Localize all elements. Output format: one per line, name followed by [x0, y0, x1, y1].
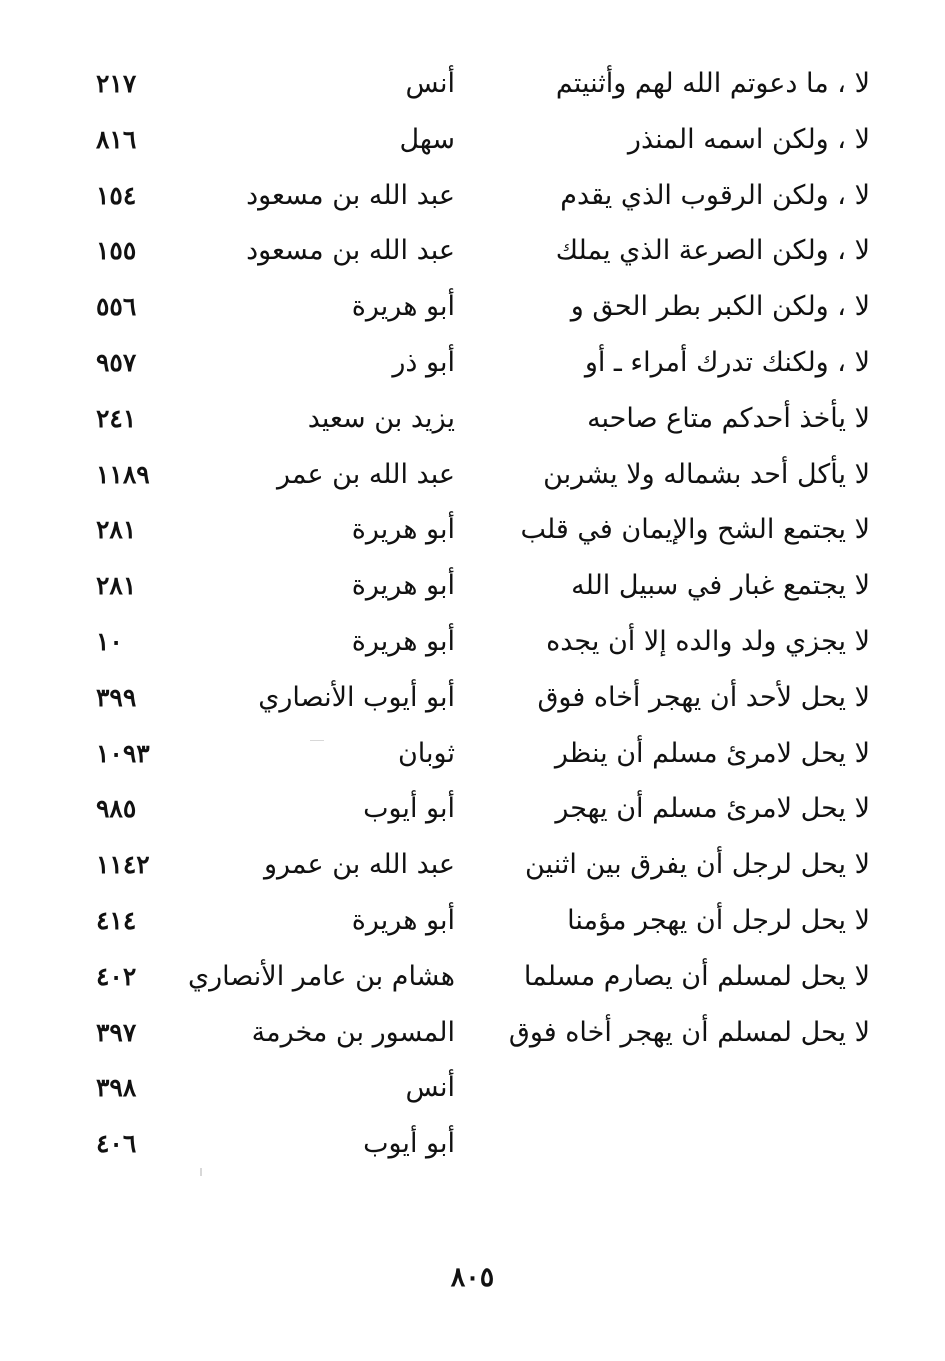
page-reference: ١٥٤ — [96, 180, 137, 210]
scan-speck — [200, 1168, 202, 1176]
hadith-text: لا يجتمع الشح والإيمان في قلب — [520, 514, 870, 546]
page-reference: ٤١٤ — [96, 905, 137, 935]
index-row — [0, 558, 945, 614]
hadith-text: لا ، ولكن الكبر بطر الحق و — [570, 291, 870, 323]
index-row — [0, 837, 945, 893]
page-reference: ٣٩٩ — [96, 682, 137, 712]
page-reference: ٢٤١ — [96, 403, 137, 433]
page-reference: ٣٩٧ — [96, 1017, 137, 1047]
index-row — [0, 223, 945, 279]
narrator-name: عبد الله بن مسعود — [246, 235, 455, 267]
index-row — [0, 502, 945, 558]
page-reference: ١٠٩٣ — [96, 738, 150, 768]
page-reference: ٢١٧ — [96, 69, 137, 98]
narrator-name: أبو هريرة — [351, 625, 455, 657]
narrator-name: أنس — [405, 1072, 455, 1104]
narrator-name: أبو هريرة — [351, 514, 455, 546]
index-row — [0, 168, 945, 224]
narrator-name: سهل — [399, 123, 455, 155]
hadith-text: لا يجتمع غبار في سبيل الله — [571, 570, 870, 602]
narrator-name: أبو هريرة — [351, 570, 455, 602]
index-row — [0, 279, 945, 335]
narrator-name: عبد الله بن عمر — [276, 458, 455, 490]
hadith-text: لا يحل لامرئ مسلم أن ينظر — [554, 737, 870, 769]
page-reference: ٢٨١ — [96, 515, 137, 545]
narrator-name: هشام بن عامر الأنصاري — [187, 960, 455, 992]
hadith-text: لا يجزي ولد والده إلا أن يجده — [546, 625, 870, 657]
index-row — [0, 56, 945, 112]
narrator-name: عبد الله بن عمرو — [263, 849, 455, 881]
index-row — [0, 949, 945, 1005]
narrator-name: عبد الله بن مسعود — [246, 179, 455, 211]
page-reference: ٨١٦ — [96, 124, 137, 154]
page-reference: ٤٠٦ — [96, 1129, 137, 1159]
index-row — [0, 726, 945, 782]
index-row — [0, 1060, 945, 1116]
page-reference: ١٠ — [96, 626, 123, 656]
page-reference: ١١٨٩ — [96, 459, 150, 489]
page-reference: ١١٤٢ — [96, 850, 150, 880]
hadith-text: لا يحل لمسلم أن يصارم مسلما — [523, 960, 870, 992]
page-reference: ٢٨١ — [96, 571, 137, 601]
hadith-text: لا يأخذ أحدكم متاع صاحبه — [587, 402, 870, 434]
hadith-text: لا يحل لمسلم أن يهجر أخاه فوق — [508, 1016, 870, 1048]
narrator-name: أنس — [405, 68, 455, 99]
index-row — [0, 391, 945, 447]
narrator-name: المسور بن مخرمة — [251, 1016, 455, 1048]
hadith-text: لا ، ولكن الرقوب الذي يقدم — [560, 179, 870, 211]
hadith-text: لا ، ولكن الصرعة الذي يملك — [555, 235, 870, 267]
hadith-text: لا يحل لامرئ مسلم أن يهجر — [555, 793, 870, 825]
index-row — [0, 1005, 945, 1061]
page-reference: ١٥٥ — [96, 236, 137, 266]
index-row — [0, 893, 945, 949]
index-row — [0, 1116, 945, 1172]
hadith-text: لا يحل لرجل أن يهجر مؤمنا — [567, 904, 870, 936]
index-row — [0, 447, 945, 503]
hadith-text: لا ، ولكنك تدرك أمراء ـ أو — [584, 346, 870, 378]
index-row — [0, 670, 945, 726]
hadith-text: لا ، ما دعوتم الله لهم وأثنيتم — [555, 68, 870, 99]
narrator-name: أبو أيوب — [363, 793, 455, 825]
hadith-text: لا يأكل أحد بشماله ولا يشربن — [543, 458, 870, 490]
hadith-text: لا يحل لأحد أن يهجر أخاه فوق — [537, 681, 870, 713]
narrator-name: يزيد بن سعيد — [307, 402, 455, 434]
page-number: ٨٠٥ — [450, 1262, 495, 1293]
page-reference: ٣٩٨ — [96, 1073, 137, 1103]
narrator-name: أبو ذر — [392, 346, 455, 378]
scan-speck — [310, 740, 324, 741]
index-row — [0, 335, 945, 391]
hadith-text: لا ، ولكن اسمه المنذر — [627, 123, 870, 155]
page-reference: ٤٠٢ — [96, 961, 137, 991]
page-reference: ٩٨٥ — [96, 794, 137, 824]
page-reference: ٥٥٦ — [96, 292, 137, 322]
index-row — [0, 112, 945, 168]
narrator-name: ثوبان — [397, 737, 455, 769]
index-row — [0, 614, 945, 670]
narrator-name: أبو أيوب الأنصاري — [258, 681, 455, 713]
hadith-index-table — [0, 56, 945, 1172]
narrator-name: أبو هريرة — [351, 291, 455, 323]
narrator-name: أبو أيوب — [363, 1128, 455, 1160]
index-row — [0, 781, 945, 837]
narrator-name: أبو هريرة — [351, 904, 455, 936]
hadith-text: لا يحل لرجل أن يفرق بين اثنين — [525, 849, 870, 881]
page-reference: ٩٥٧ — [96, 347, 137, 377]
